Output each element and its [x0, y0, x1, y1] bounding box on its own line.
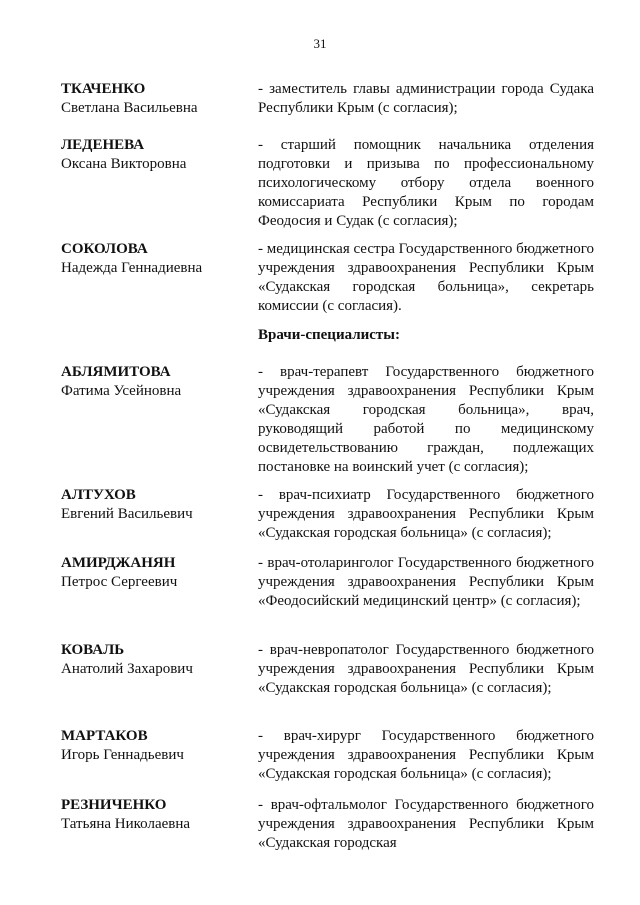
- given-name: Анатолий Захарович: [61, 661, 193, 677]
- given-name: Петрос Сергеевич: [61, 574, 178, 590]
- position-description: - врач-терапевт Государственного бюджетного учреждения здравоохранения Республики Крым «Судакская городская больница», врач, руководящий работой по медицинскому освидетельствованию граждан, подлежащих постановке на воинский учет (с согласия);: [258, 364, 594, 475]
- surname: АМИРДЖАНЯН: [61, 555, 176, 571]
- surname: РЕЗНИЧЕНКО: [61, 797, 167, 813]
- person-name: [61, 796, 246, 834]
- position-description: - врач-отоларинголог Государственного бюджетного учреждения здравоохранения Республики Крым «Феодосийский медицинский центр» (с согласия);: [258, 555, 594, 609]
- person-name: [61, 240, 246, 278]
- position-description: - медицинская сестра Государственного бюджетного учреждения здравоохранения Республики Крым «Судакская городская больница», секретарь комиссии (с согласия).: [258, 241, 595, 314]
- position-description: - старший помощник начальника отделения подготовки и призыва по профессиональному психологическому отбору отдела военного комиссариата Республики Крым по городам Феодосия и Судак (с согласия);: [258, 137, 594, 229]
- given-name: Оксана Викторовна: [61, 156, 187, 172]
- person-name: [61, 80, 246, 118]
- section-heading: Врачи-специалисты:: [258, 327, 401, 343]
- position-description: - врач-офтальмолог Государственного бюджетного учреждения здравоохранения Республики Крым «Судакская городская: [258, 797, 594, 851]
- position-description: - заместитель главы администрации города Судака Республики Крым (с согласия);: [258, 81, 594, 116]
- surname: СОКОЛОВА: [61, 241, 148, 257]
- position-description: - врач-хирург Государственного бюджетного учреждения здравоохранения Республики Крым «Судакская городская больница» (с согласия);: [258, 728, 594, 782]
- person-name: [61, 486, 246, 524]
- given-name: Евгений Васильевич: [61, 506, 193, 522]
- person-name: [61, 641, 246, 679]
- person-name: [61, 554, 246, 592]
- surname: АЛТУХОВ: [61, 487, 136, 503]
- person-name: [61, 727, 246, 765]
- position-description: - врач-невропатолог Государственного бюджетного учреждения здравоохранения Республики Крым «Судакская городская больница» (с согласия);: [258, 642, 594, 696]
- person-name: [61, 136, 246, 174]
- given-name: Игорь Геннадьевич: [61, 747, 184, 763]
- person-name: [61, 363, 246, 401]
- surname: ТКАЧЕНКО: [61, 81, 146, 97]
- position-description: - врач-психиатр Государственного бюджетного учреждения здравоохранения Республики Крым «Судакская городская больница» (с согласия);: [258, 487, 594, 541]
- given-name: Татьяна Николаевна: [61, 816, 191, 832]
- given-name: Надежда Геннадиевна: [61, 260, 203, 276]
- surname: КОВАЛЬ: [61, 642, 125, 658]
- surname: МАРТАКОВ: [61, 728, 148, 744]
- given-name: Светлана Васильевна: [61, 100, 198, 116]
- surname: АБЛЯМИТОВА: [61, 364, 171, 380]
- given-name: Фатима Усейновна: [61, 383, 182, 399]
- surname: ЛЕДЕНЕВА: [61, 137, 145, 153]
- page-number: 31: [313, 36, 327, 51]
